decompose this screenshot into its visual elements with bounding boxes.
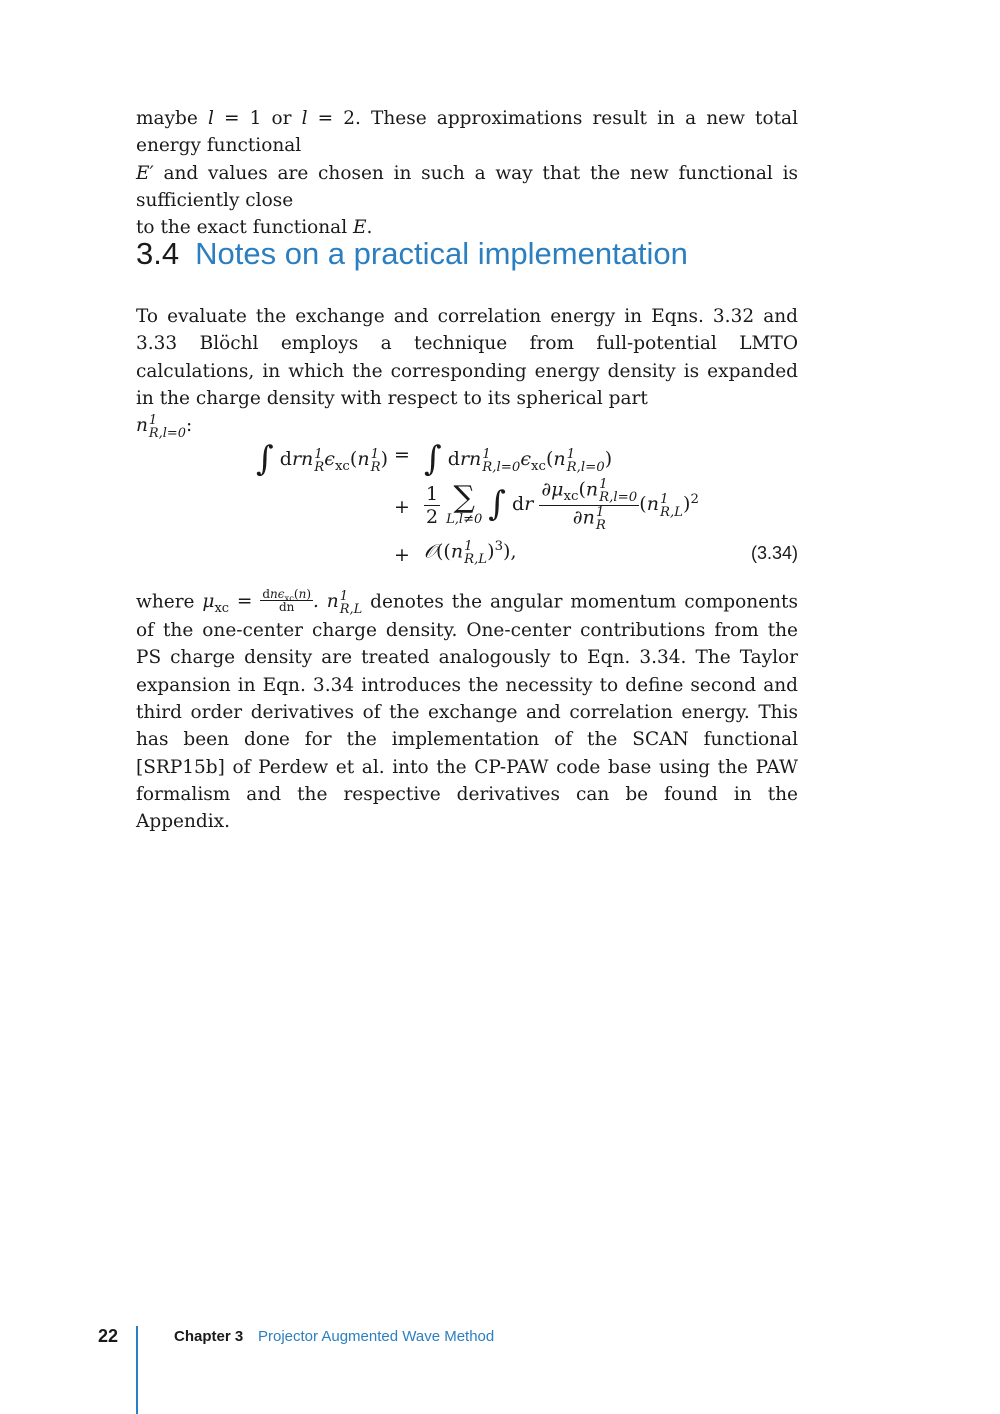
equation-plus-1: +	[394, 496, 410, 518]
equation-equals: =	[394, 444, 410, 466]
equation-plus-2: +	[394, 544, 410, 566]
section-number: 3.4	[136, 236, 180, 271]
equation-rhs-1: ∫ drn 1 R,l=0 $\epsilon_{xc}(n$ 1 R,l=0 )	[424, 439, 613, 479]
sum-symbol: ∑ L,l≠0	[446, 480, 483, 528]
chapter-title: Projector Augmented Wave Method	[258, 1328, 495, 1345]
paragraph-intro: maybe l = 1 or l = 2. These approximations result in a new total energy functional E′ and values are chosen in such a way that the new functional is sufficiently close to the exact functional E.	[136, 108, 798, 239]
paragraph-notes: To evaluate the exchange and correlation energy in Eqns. 3.32 and 3.33 Blöchl employs a technique from full-potential LMTO calculations, in which the corresponding energy density is expanded in the charge density with respect to its spherical part n 1 R,l=0 :	[136, 306, 798, 441]
equation-row-1: ∫ drn 1 R $\epsilon_{xc}(n$ 1 R )	[256, 439, 388, 479]
chapter-label: Chapter 3	[174, 1328, 244, 1345]
equation-rhs-3: 𝒪((n 1 R,L )$^3$),	[424, 539, 517, 568]
equation-number: (3.34)	[750, 543, 798, 563]
paragraph-where: where $\mu_{xc}$ = $\frac{dn\epsilon_{xc}(n)}{dn}$ . n 1 R,L denotes the angular momentum components of the one-center charge density. One-center contributions from the PS charge density are treated analogously to Eqn. 3.34. The Taylor expansion in Eqn. 3.34 introduces the necessity to define second and third order derivatives of the exchange and correlation energy. This has been done for the implementation of the SCAN functional [SRP15b] of Perdew et al. into the CP-PAW code base using the PAW formalism and the respective derivatives can be found in the Appendix.	[136, 587, 798, 833]
footer-divider	[136, 1326, 138, 1414]
section-title: Notes on a practical implementation	[195, 236, 688, 271]
section-heading	[136, 236, 688, 272]
equation-rhs-2: $\frac{1}{2}$ ∑ L,l≠0 ∫ dr $\partial\mu_{xc}(n$ 1 R,l=0 ∂n 1 R (n 1 R,L )$^2$	[426, 477, 699, 533]
page-number: 22	[98, 1326, 119, 1346]
